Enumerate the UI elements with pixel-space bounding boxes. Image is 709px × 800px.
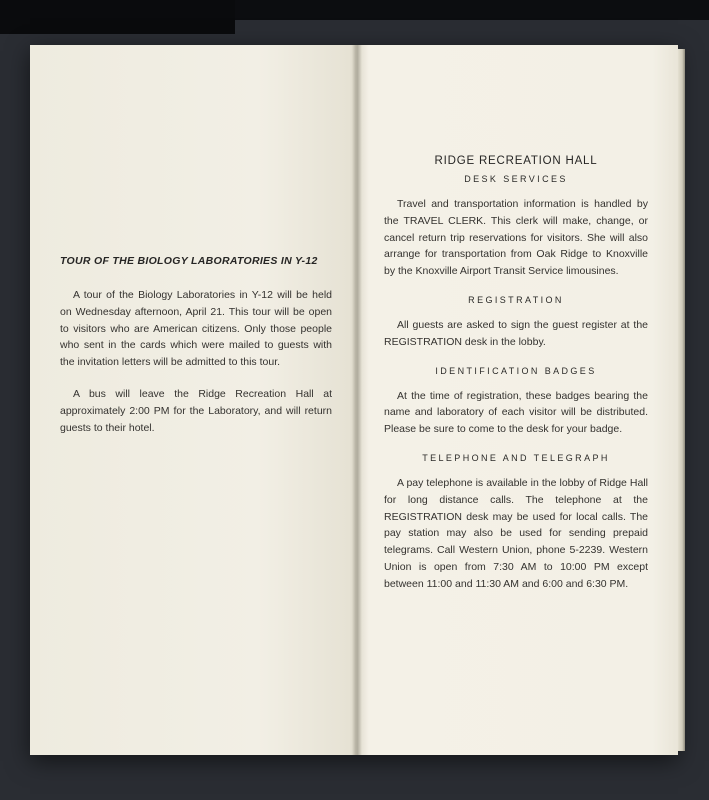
right-page-content (384, 155, 648, 608)
left-page-content (60, 255, 332, 451)
right-page-title: RIDGE RECREATION HALL (434, 155, 598, 167)
left-page-paragraph: A bus will leave the Ridge Recreation Hall at approximately 2:00 PM for the Laboratory, and will return guests to their hotel. (60, 387, 332, 434)
section-body-registration: All guests are asked to sign the guest register at the REGISTRATION desk in the lobby. (384, 318, 648, 348)
section-heading-telephone-and-telegraph: TELEPHONE AND TELEGRAPH (422, 452, 610, 463)
left-page-heading: TOUR OF THE BIOLOGY LABORATORIES IN Y-12 (60, 255, 318, 267)
section-heading-registration: REGISTRATION (468, 294, 564, 305)
section-body-identification-badges: At the time of registration, these badges bearing the name and laboratory of each visitor will be distributed. Please be sure to come to the desk for your badge. (384, 389, 648, 436)
section-body-telephone-and-telegraph: A pay telephone is available in the lobby of Ridge Hall for long distance calls. The telephone at the REGISTRATION desk may be used for local calls. The pay station may also be used for sending prepaid telegrams. Call Western Union, phone 5-2239. Western Union is open from 7:30 AM to 10:00 PM except between 11:00 and 11:30 AM and 6:00 and 6:30 PM. (384, 476, 648, 590)
booklet-right-page (356, 45, 678, 755)
backdrop-top-left-shadow (0, 0, 235, 34)
section-heading-desk-services: DESK SERVICES (464, 174, 568, 184)
section-body-desk-services: Travel and transportation information is handled by the TRAVEL CLERK. This clerk will make, change, or cancel return trip reservations for visitors. She will also arrange for transportation from Oak Ridge to Knoxville by the Knoxville Airport Transit Service limousines. (384, 198, 648, 278)
open-booklet (30, 45, 678, 755)
section-heading-identification-badges: IDENTIFICATION BADGES (435, 365, 597, 376)
left-page-paragraph: A tour of the Biology Laboratories in Y-12 will be held on Wednesday afternoon, April 21. This tour will be open to visitors who are American citizens. Only those people who sent in the cards which were mailed to guests with the invitation letters will be admitted to this tour. (60, 289, 332, 369)
booklet-left-page (30, 45, 356, 755)
stacked-page-edge (678, 49, 685, 751)
